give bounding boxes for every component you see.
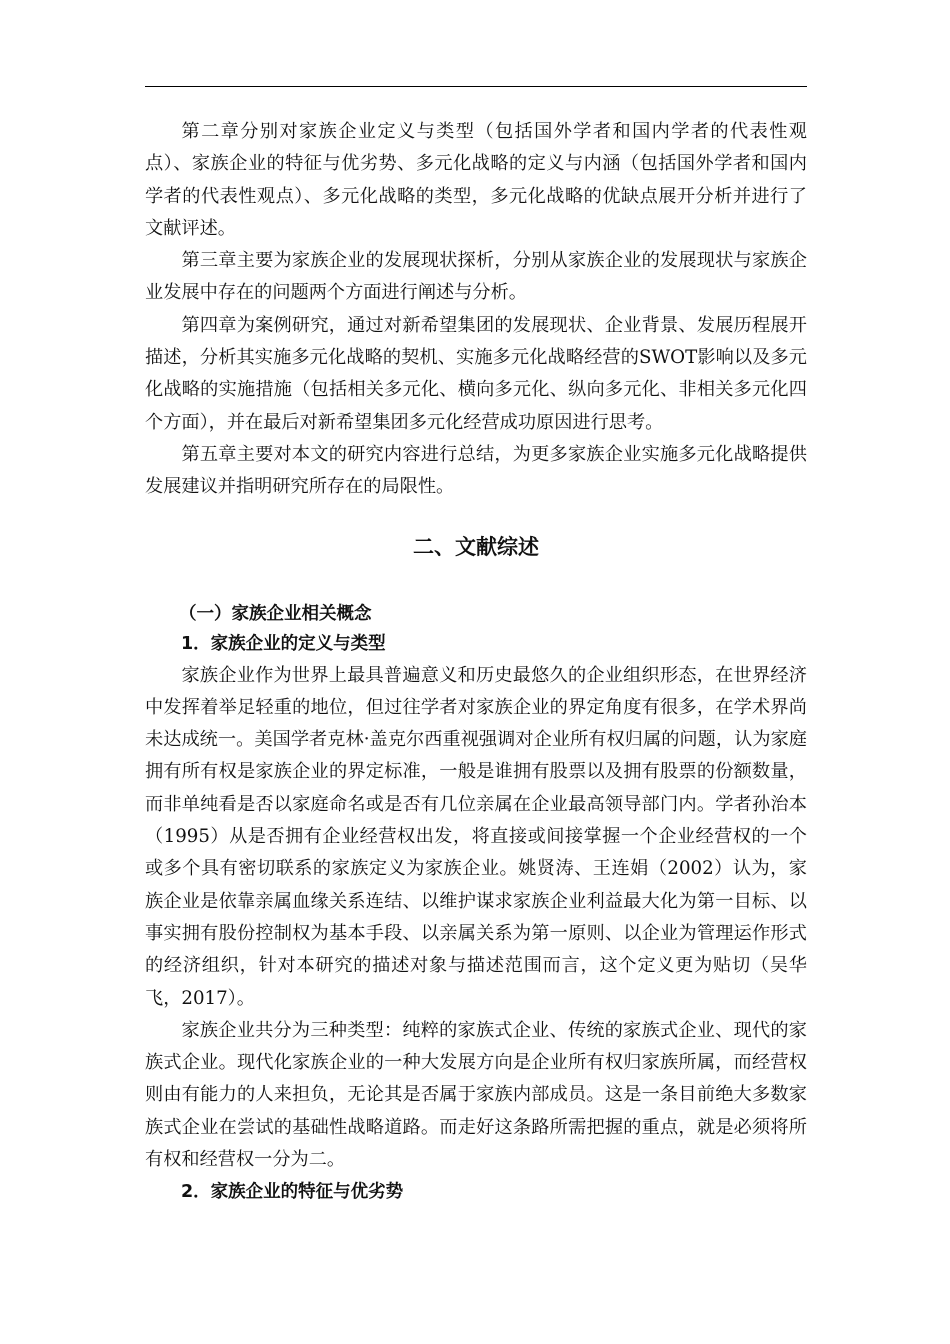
paragraph-definition: 家族企业作为世界上最具普遍意义和历史最悠久的企业组织形态，在世界经济中发挥着举足轻重的地位，但过往学者对家族企业的界定角度有很多，在学术界尚未达成统一。美国学者克林·盖克尔西重视强调对企业所有权归属的问题，认为家庭拥有所有权是家族企业的界定标准，一般是谁拥有股票以及拥有股票的份额数量，而非单纯看是否以家庭命名或是否有几位亲属在企业最高领导部门内。学者孙治本（1995）从是否拥有企业经营权出发，将直接或间接掌握一个企业经营权的一个或多个具有密切联系的家族定义为家族企业。姚贤涛、王连娟（2002）认为，家族企业是依靠亲属血缘关系连结、以维护谋求家族企业利益最大化为第一目标、以事实拥有股份控制权为基本手段、以亲属关系为第一原则、以企业为管理运作形式的经济组织，针对本研究的描述对象与描述范围而言，这个定义更为贴切（吴华飞，2017）。 bbox=[145, 664, 807, 1009]
header-rule bbox=[145, 86, 807, 87]
paragraph-types: 家族企业共分为三种类型：纯粹的家族式企业、传统的家族式企业、现代的家族式企业。现代化家族企业的一种大发展方向是企业所有权归家族所属，而经营权则由有能力的人来担负，无论其是否属于家族内部成员。这是一条目前绝大多数家族式企业在尝试的基础性战略道路。而走好这条路所需把握的重点，就是必须将所有权和经营权一分为二。 bbox=[145, 1019, 807, 1171]
heading-features: 2．家族企业的特征与优劣势 bbox=[181, 1182, 404, 1203]
paragraph-chapter-4: 第四章为案例研究，通过对新希望集团的发展现状、企业背景、发展历程展开描述，分析其实施多元化战略的契机、实施多元化战略经营的SWOT影响以及多元化战略的实施措施（包括相关多元化、横向多元化、纵向多元化、非相关多元化四个方面），并在最后对新希望集团多元化经营成功原因进行思考。 bbox=[145, 314, 807, 433]
paragraph-chapter-2: 第二章分别对家族企业定义与类型（包括国外学者和国内学者的代表性观点）、家族企业的特征与优劣势、多元化战略的定义与内涵（包括国外学者和国内学者的代表性观点）、多元化战略的类型，多元化战略的优缺点展开分析并进行了文献评述。 bbox=[145, 121, 807, 239]
paragraph-chapter-3: 第三章主要为家族企业的发展现状探析，分别从家族企业的发展现状与家族企业发展中存在的问题两个方面进行阐述与分析。 bbox=[145, 250, 807, 304]
subsection-heading: （一）家族企业相关概念 bbox=[179, 603, 372, 624]
section-title: 二、文献综述 bbox=[413, 534, 539, 559]
page-content bbox=[145, 116, 807, 1206]
paragraph-chapter-5: 第五章主要对本文的研究内容进行总结，为更多家族企业实施多元化战略提供发展建议并指明研究所存在的局限性。 bbox=[145, 443, 807, 498]
heading-definition-types: 1．家族企业的定义与类型 bbox=[181, 633, 386, 654]
